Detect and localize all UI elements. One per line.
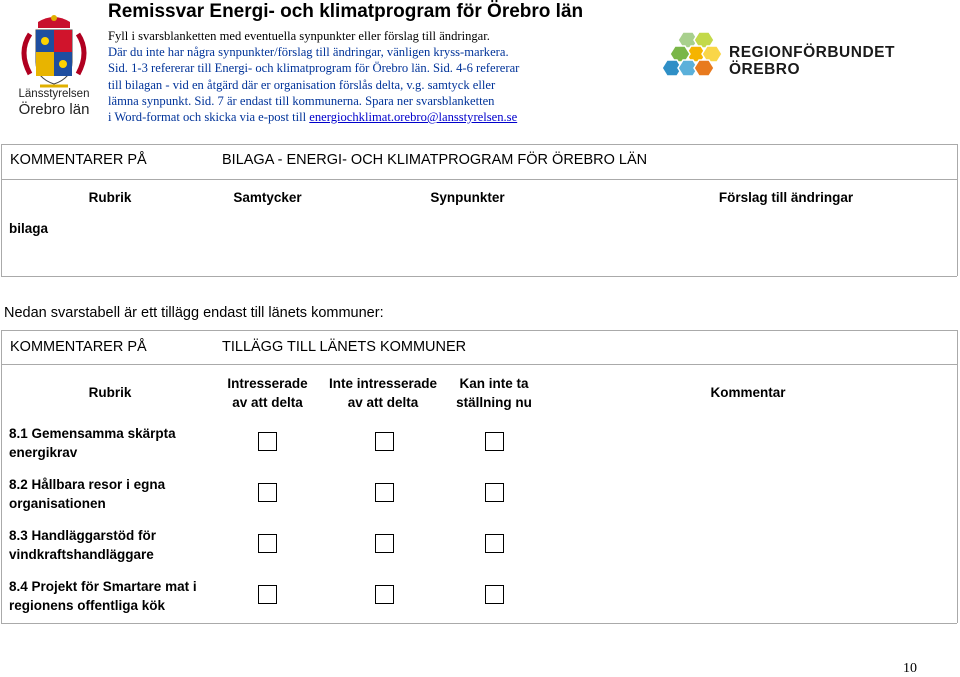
col-header-forslag: Förslag till ändringar bbox=[718, 190, 854, 205]
checkbox-inte-intresserade[interactable] bbox=[375, 585, 394, 604]
row-label-line: 8.3 Handläggarstöd för bbox=[9, 528, 157, 543]
email-link[interactable]: energiochklimat.orebro@lansstyrelsen.se bbox=[309, 110, 518, 125]
table-line bbox=[957, 144, 958, 276]
table-row-label bbox=[9, 577, 197, 615]
logo-left-line2: Örebro län bbox=[18, 101, 90, 118]
lansstyrelsen-logo bbox=[10, 12, 98, 120]
table-line bbox=[957, 330, 958, 623]
row-label-line: energikrav bbox=[9, 445, 78, 460]
table-line bbox=[1, 179, 957, 180]
checkbox-intresserade[interactable] bbox=[258, 585, 277, 604]
row-label-line: organisationen bbox=[9, 496, 106, 511]
logo-right-line1: REGIONFÖRBUNDET bbox=[729, 44, 895, 61]
col-header-line: av att delta bbox=[347, 395, 419, 410]
col-header-kommentar: Kommentar bbox=[710, 385, 786, 400]
checkbox-intresserade[interactable] bbox=[258, 432, 277, 451]
row-label-line: regionens offentliga kök bbox=[9, 598, 166, 613]
checkbox-inte-intresserade[interactable] bbox=[375, 534, 394, 553]
instructions bbox=[108, 28, 558, 125]
table-line bbox=[1, 330, 2, 623]
table-line bbox=[1, 623, 957, 624]
page-title: Remissvar Energi- och klimatprogram för Örebro län bbox=[108, 1, 584, 22]
kommentarer-pa-label: KOMMENTARER PÅ bbox=[10, 152, 147, 168]
checkbox-kan-inte[interactable] bbox=[485, 585, 504, 604]
checkbox-inte-intresserade[interactable] bbox=[375, 432, 394, 451]
row-label-bilaga: bilaga bbox=[9, 221, 49, 236]
logo-right-line2: ÖREBRO bbox=[729, 61, 801, 78]
instruction-line: lämna synpunkt. Sid. 7 är endast till kommunerna. Spara ner svarsblanketten bbox=[108, 93, 495, 108]
col-header-line: Intresserade bbox=[227, 376, 308, 391]
instruction-line: Sid. 1-3 refererar till Energi- och klimatprogram för Örebro län. Sid. 4-6 refererar bbox=[108, 61, 520, 76]
row-label-line: 8.2 Hållbara resor i egna bbox=[9, 477, 166, 492]
col-header-rubrik: Rubrik bbox=[88, 190, 132, 205]
row-label-line: 8.1 Gemensamma skärpta bbox=[9, 426, 176, 441]
col-header-line: ställning nu bbox=[456, 395, 532, 410]
checkbox-kan-inte[interactable] bbox=[485, 432, 504, 451]
checkbox-kan-inte[interactable] bbox=[485, 483, 504, 502]
regionforbundet-text bbox=[729, 44, 895, 78]
honeycomb-icon bbox=[663, 30, 725, 86]
intro-text: Nedan svarstabell är ett tillägg endast till länets kommuner: bbox=[4, 305, 384, 321]
logo-left-line1: Länsstyrelsen bbox=[18, 88, 90, 100]
table-row-label bbox=[9, 475, 165, 513]
table-line bbox=[1, 276, 957, 277]
row-label-line: vindkraftshandläggare bbox=[9, 547, 154, 562]
table-row-label bbox=[9, 526, 156, 564]
col-header-line: Kan inte ta bbox=[459, 376, 529, 391]
instruction-line: Fyll i svarsblanketten med eventuella synpunkter eller förslag till ändringar. bbox=[108, 29, 490, 43]
col-header-kan-inte bbox=[438, 374, 550, 412]
coat-of-arms-icon bbox=[10, 12, 98, 92]
checkbox-kan-inte[interactable] bbox=[485, 534, 504, 553]
checkbox-intresserade[interactable] bbox=[258, 483, 277, 502]
col-header-synpunkter: Synpunkter bbox=[430, 190, 505, 205]
instruction-line: Där du inte har några synpunkter/förslag till ändringar, vänligen kryss-markera. bbox=[108, 45, 509, 60]
page-number: 10 bbox=[903, 661, 917, 676]
table-row-label bbox=[9, 424, 176, 462]
table2-heading: TILLÄGG TILL LÄNETS KOMMUNER bbox=[222, 339, 467, 355]
col-header-intresserade bbox=[205, 374, 330, 412]
instruction-line bbox=[108, 109, 558, 125]
table1-heading: BILAGA - ENERGI- OCH KLIMATPROGRAM FÖR ÖREBRO LÄN bbox=[222, 152, 648, 168]
row-label-line: 8.4 Projekt för Smartare mat i bbox=[9, 579, 197, 594]
table-line bbox=[1, 330, 957, 331]
col-header-line: av att delta bbox=[232, 395, 303, 410]
col-header-rubrik: Rubrik bbox=[88, 385, 132, 400]
table-line bbox=[1, 364, 957, 365]
instruction-last-prefix: i Word-format och skicka via e-post till bbox=[108, 110, 310, 125]
instruction-line: till bilagan - vid en åtgärd där er organisation förslås delta, v.g. samtyck eller bbox=[108, 77, 496, 92]
col-header-samtycker: Samtycker bbox=[233, 190, 302, 205]
checkbox-intresserade[interactable] bbox=[258, 534, 277, 553]
checkbox-inte-intresserade[interactable] bbox=[375, 483, 394, 502]
col-header-inte-intresserade bbox=[318, 374, 448, 412]
table-line bbox=[1, 144, 957, 145]
table-line bbox=[1, 144, 2, 276]
col-header-line: Inte intresserade bbox=[328, 376, 438, 391]
kommentarer-pa-label: KOMMENTARER PÅ bbox=[10, 339, 147, 355]
